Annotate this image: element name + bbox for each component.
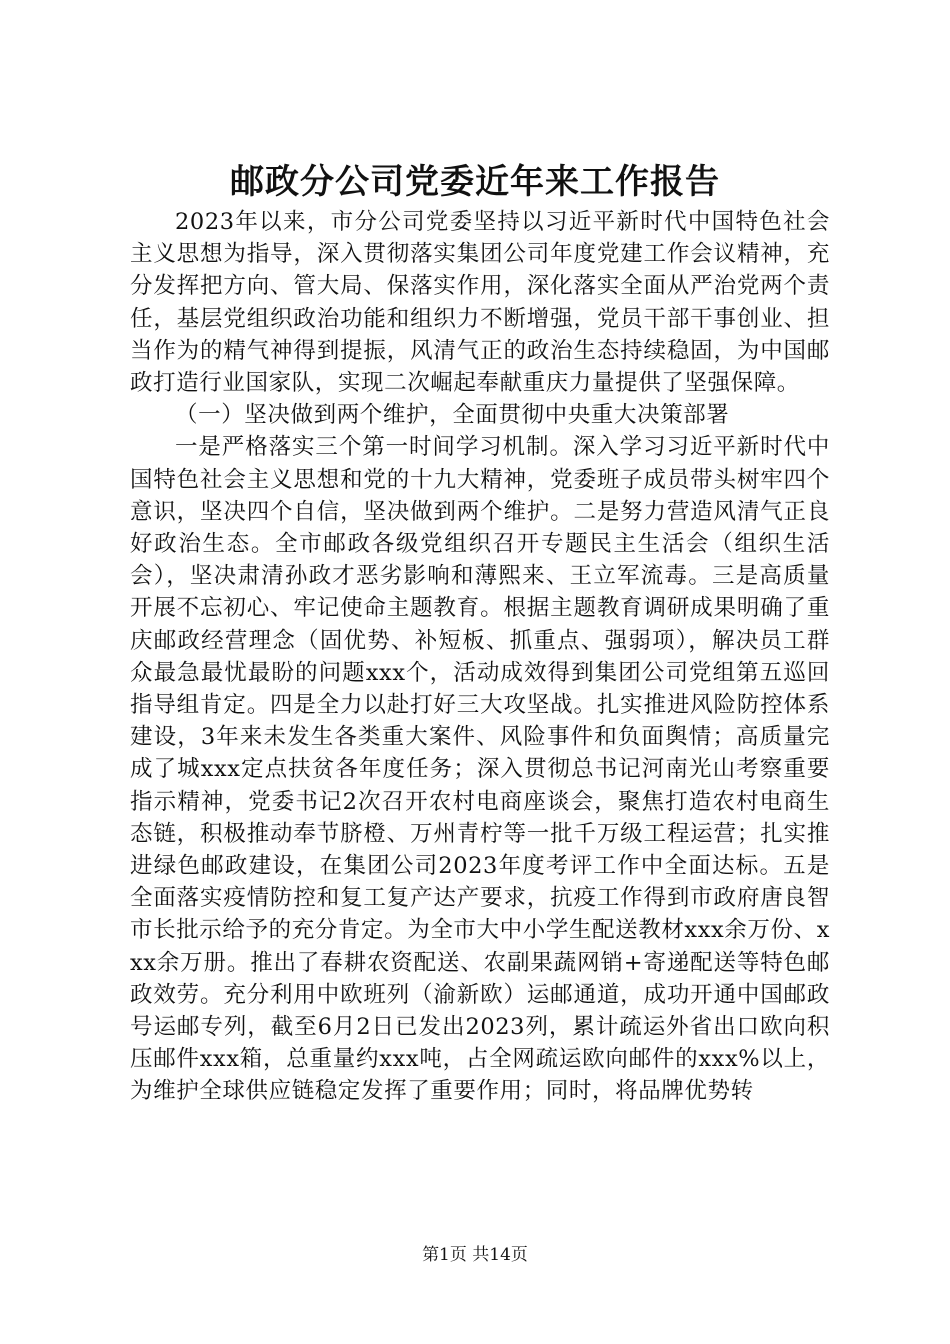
body-paragraph: 一是严格落实三个第一时间学习机制。深入学习习近平新时代中国特色社会主义思想和党的十九大精神，党委班子成员带头树牢四个意识，坚决四个自信，坚决做到两个维护。二是努力营造风清气正良好政治生态。全市邮政各级党组织召开专题民主生活会（组织生活会），坚决肃清孙政才恶劣影响和薄熙来、王立军流毒。三是高质量开展不忘初心、牢记使命主题教育。根据主题教育调研成果明确了重庆邮政经营理念（固优势、补短板、抓重点、强弱项），解决员工群众最急最忧最盼的问题xxx个，活动成效得到集团公司党组第五巡回指导组肯定。四是全力以赴打好三大攻坚战。扎实推进风险防控体系建设，3年来未发生各类重大案件、风险事件和负面舆情；高质量完成了城xxx定点扶贫各年度任务；深入贯彻总书记河南光山考察重要指示精神，党委书记2次召开农村电商座谈会，聚焦打造农村电商生态链，积极推动奉节脐橙、万州青柠等一批千万级工程运营；扎实推进绿色邮政建设，在集团公司2023年度考评工作中全面达标。五是全面落实疫情防控和复工复产达产要求，抗疫工作得到市政府唐良智市长批示给予的充分肯定。为全市大中小学生配送教材xxx余万份、xxx余万册。推出了春耕农资配送、农副果蔬网销+寄递配送等特色邮政效劳。充分利用中欧班列（渝新欧）运邮通道，成功开通中国邮政号运邮专列，截至6月2日已发出2023列，累计疏运外省出口欧向积压邮件xxx箱，总重量约xxx吨，占全网疏运欧向邮件的xxx%以上，为维护全球供应链稳定发挥了重要作用；同时，将品牌优势转 [130,434,830,1105]
document-body [130,206,830,1108]
section-heading: （一）坚决做到两个维护，全面贯彻中央重大决策部署 [175,402,730,429]
page-footer: 第1页 共14页 [422,1245,528,1265]
intro-paragraph: 2023年以来，市分公司党委坚持以习近平新时代中国特色社会主义思想为指导，深入贯彻落实集团公司年度党建工作会议精神，充分发挥把方向、管大局、保落实作用，深化落实全面从严治党两个责任，基层党组织政治功能和组织力不断增强，党员干部干事创业、担当作为的精气神得到提振，风清气正的政治生态持续稳固，为中国邮政打造行业国家队，实现二次崛起奉献重庆力量提供了坚强保障。 [130,209,830,397]
document-title: 邮政分公司党委近年来工作报告 [230,162,720,202]
